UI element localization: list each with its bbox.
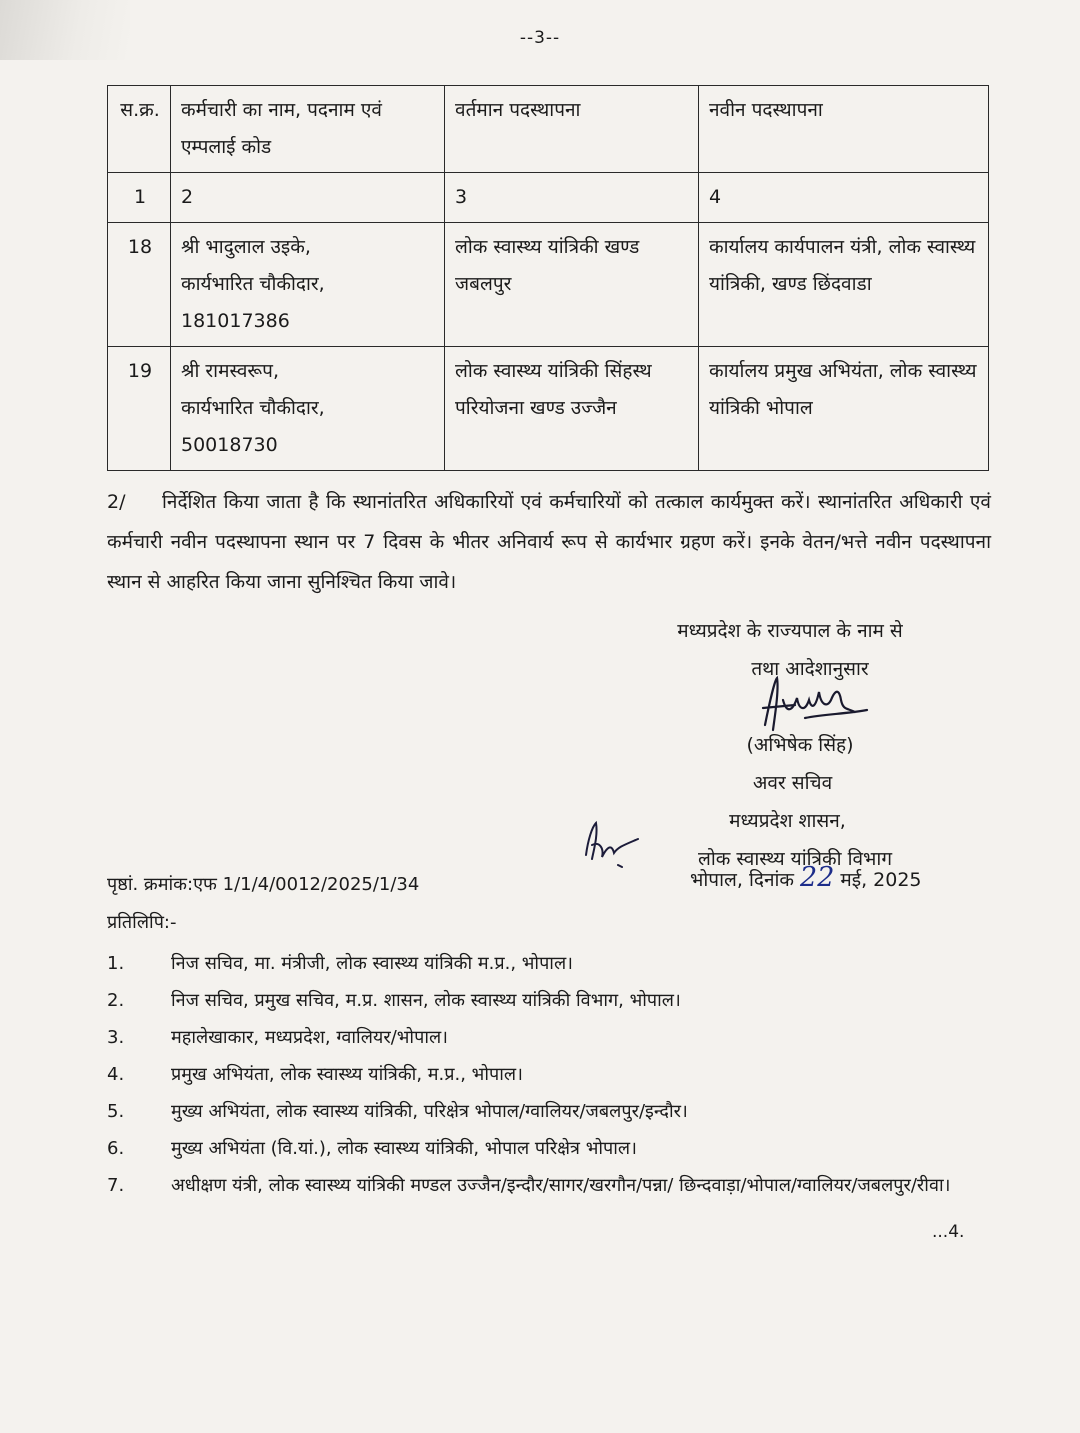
continuation-marker: ...4. [932,1222,965,1242]
row-current-posting: लोक स्वास्थ्य यांत्रिकी खण्ड जबलपुर [445,223,699,347]
list-item [107,945,987,982]
list-text: महालेखाकार, मध्यप्रदेश, ग्वालियर/भोपाल। [171,1027,449,1048]
employee-designation: कार्यभारित चौकीदार, [181,273,325,295]
signatory-government: मध्यप्रदेश शासन, [729,810,846,832]
list-number: 5. [107,1101,125,1122]
signatory-post: अवर सचिव [752,772,833,794]
list-item [107,1130,987,1167]
list-text: प्रमुख अभियंता, लोक स्वास्थ्य यांत्रिकी, म.प्र., भोपाल। [171,1064,523,1085]
transfer-table [107,85,989,471]
col-number: 2 [171,173,445,223]
header-new-posting: नवीन पदस्थापना [699,86,989,173]
col-number: 4 [699,173,989,223]
list-number: 3. [107,1027,125,1048]
employee-name: श्री रामस्वरूप, [181,360,280,382]
authority-line: मध्यप्रदेश के राज्यपाल के नाम से [677,620,903,642]
handwritten-signature [735,670,875,740]
signatory-department: लोक स्वास्थ्य यांत्रिकी विभाग [697,848,893,870]
date-prefix: भोपाल, दिनांक [690,869,795,891]
list-text: निज सचिव, मा. मंत्रीजी, लोक स्वास्थ्य यांत्रिकी म.प्र., भोपाल। [171,953,573,974]
row-employee [171,223,445,347]
table-header-row [108,86,989,173]
issue-date [690,862,922,893]
date-day: 22 [800,862,835,893]
date-suffix: मई, 2025 [840,869,922,891]
header-employee: कर्मचारी का नाम, पदनाम एवं एम्पलाई कोड [171,86,445,173]
instruction-paragraph [107,482,991,602]
col-number: 1 [108,173,171,223]
row-current-posting: लोक स्वास्थ्य यांत्रिकी सिंहस्थ परियोजना खण्ड उज्जैन [445,347,699,471]
list-text: मुख्य अभियंता (वि.यां.), लोक स्वास्थ्य यांत्रिकी, भोपाल परिक्षेत्र भोपाल। [171,1138,637,1159]
table-row [108,347,989,471]
header-current-posting: वर्तमान पदस्थापना [445,86,699,173]
employee-code: 181017386 [181,310,290,332]
employee-code: 50018730 [181,434,278,456]
list-text: मुख्य अभियंता, लोक स्वास्थ्य यांत्रिकी, परिक्षेत्र भोपाल/ग्वालियर/जबलपुर/इन्दौर। [171,1101,688,1122]
reference-number: पृष्ठां. क्रमांक:एफ 1/1/4/0012/2025/1/34 [107,874,420,895]
copy-list [107,945,987,1204]
list-item [107,1019,987,1056]
row-new-posting: कार्यालय कार्यपालन यंत्री, लोक स्वास्थ्य यांत्रिकी, खण्ड छिंदवाडा [699,223,989,347]
page-number: --3-- [519,28,561,48]
table-column-number-row [108,173,989,223]
paragraph-text: निर्देशित किया जाता है कि स्थानांतरित अधिकारियों एवं कर्मचारियों को तत्काल कार्यमुक्त करें। स्थानांतरित अधिकारी एवं कर्मचारी नवीन पदस्थापना स्थान पर 7 दिवस के भीतर अनिवार्य रूप से कार्यभार ग्रहण करें। इनके वेतन/भत्ते नवीन पदस्थापना स्थान से आहरित किया जाना सुनिश्चित किया जावे। [107,491,991,593]
list-text: निज सचिव, प्रमुख सचिव, म.प्र. शासन, लोक स्वास्थ्य यांत्रिकी विभाग, भोपाल। [171,990,681,1011]
list-item [107,1167,987,1204]
list-text: अधीक्षण यंत्री, लोक स्वास्थ्य यांत्रिकी मण्डल उज्जैन/इन्दौर/सागर/खरगौन/पन्ना/ छिन्दवाड़ा/भोपाल/ग्वालियर/जबलपुर/रीवा। [171,1175,951,1196]
list-number: 1. [107,953,125,974]
paragraph-number: 2/ [107,491,126,513]
employee-name: श्री भादुलाल उइके, [181,236,311,258]
row-employee [171,347,445,471]
header-sno: स.क्र. [108,86,171,173]
row-sno: 18 [108,223,171,347]
employee-designation: कार्यभारित चौकीदार, [181,397,325,419]
list-number: 4. [107,1064,125,1085]
list-item [107,1056,987,1093]
list-item [107,1093,987,1130]
row-new-posting: कार्यालय प्रमुख अभियंता, लोक स्वास्थ्य यांत्रिकी भोपाल [699,347,989,471]
signatory-name: (अभिषेक सिंह) [746,734,854,756]
initials-mark [578,815,648,870]
list-number: 6. [107,1138,125,1159]
list-number: 2. [107,990,125,1011]
list-number: 7. [107,1175,125,1196]
col-number: 3 [445,173,699,223]
row-sno: 19 [108,347,171,471]
order-line: तथा आदेशानुसार [751,658,869,680]
list-item [107,982,987,1019]
table-row [108,223,989,347]
copy-to-label: प्रतिलिपि:- [107,912,177,933]
